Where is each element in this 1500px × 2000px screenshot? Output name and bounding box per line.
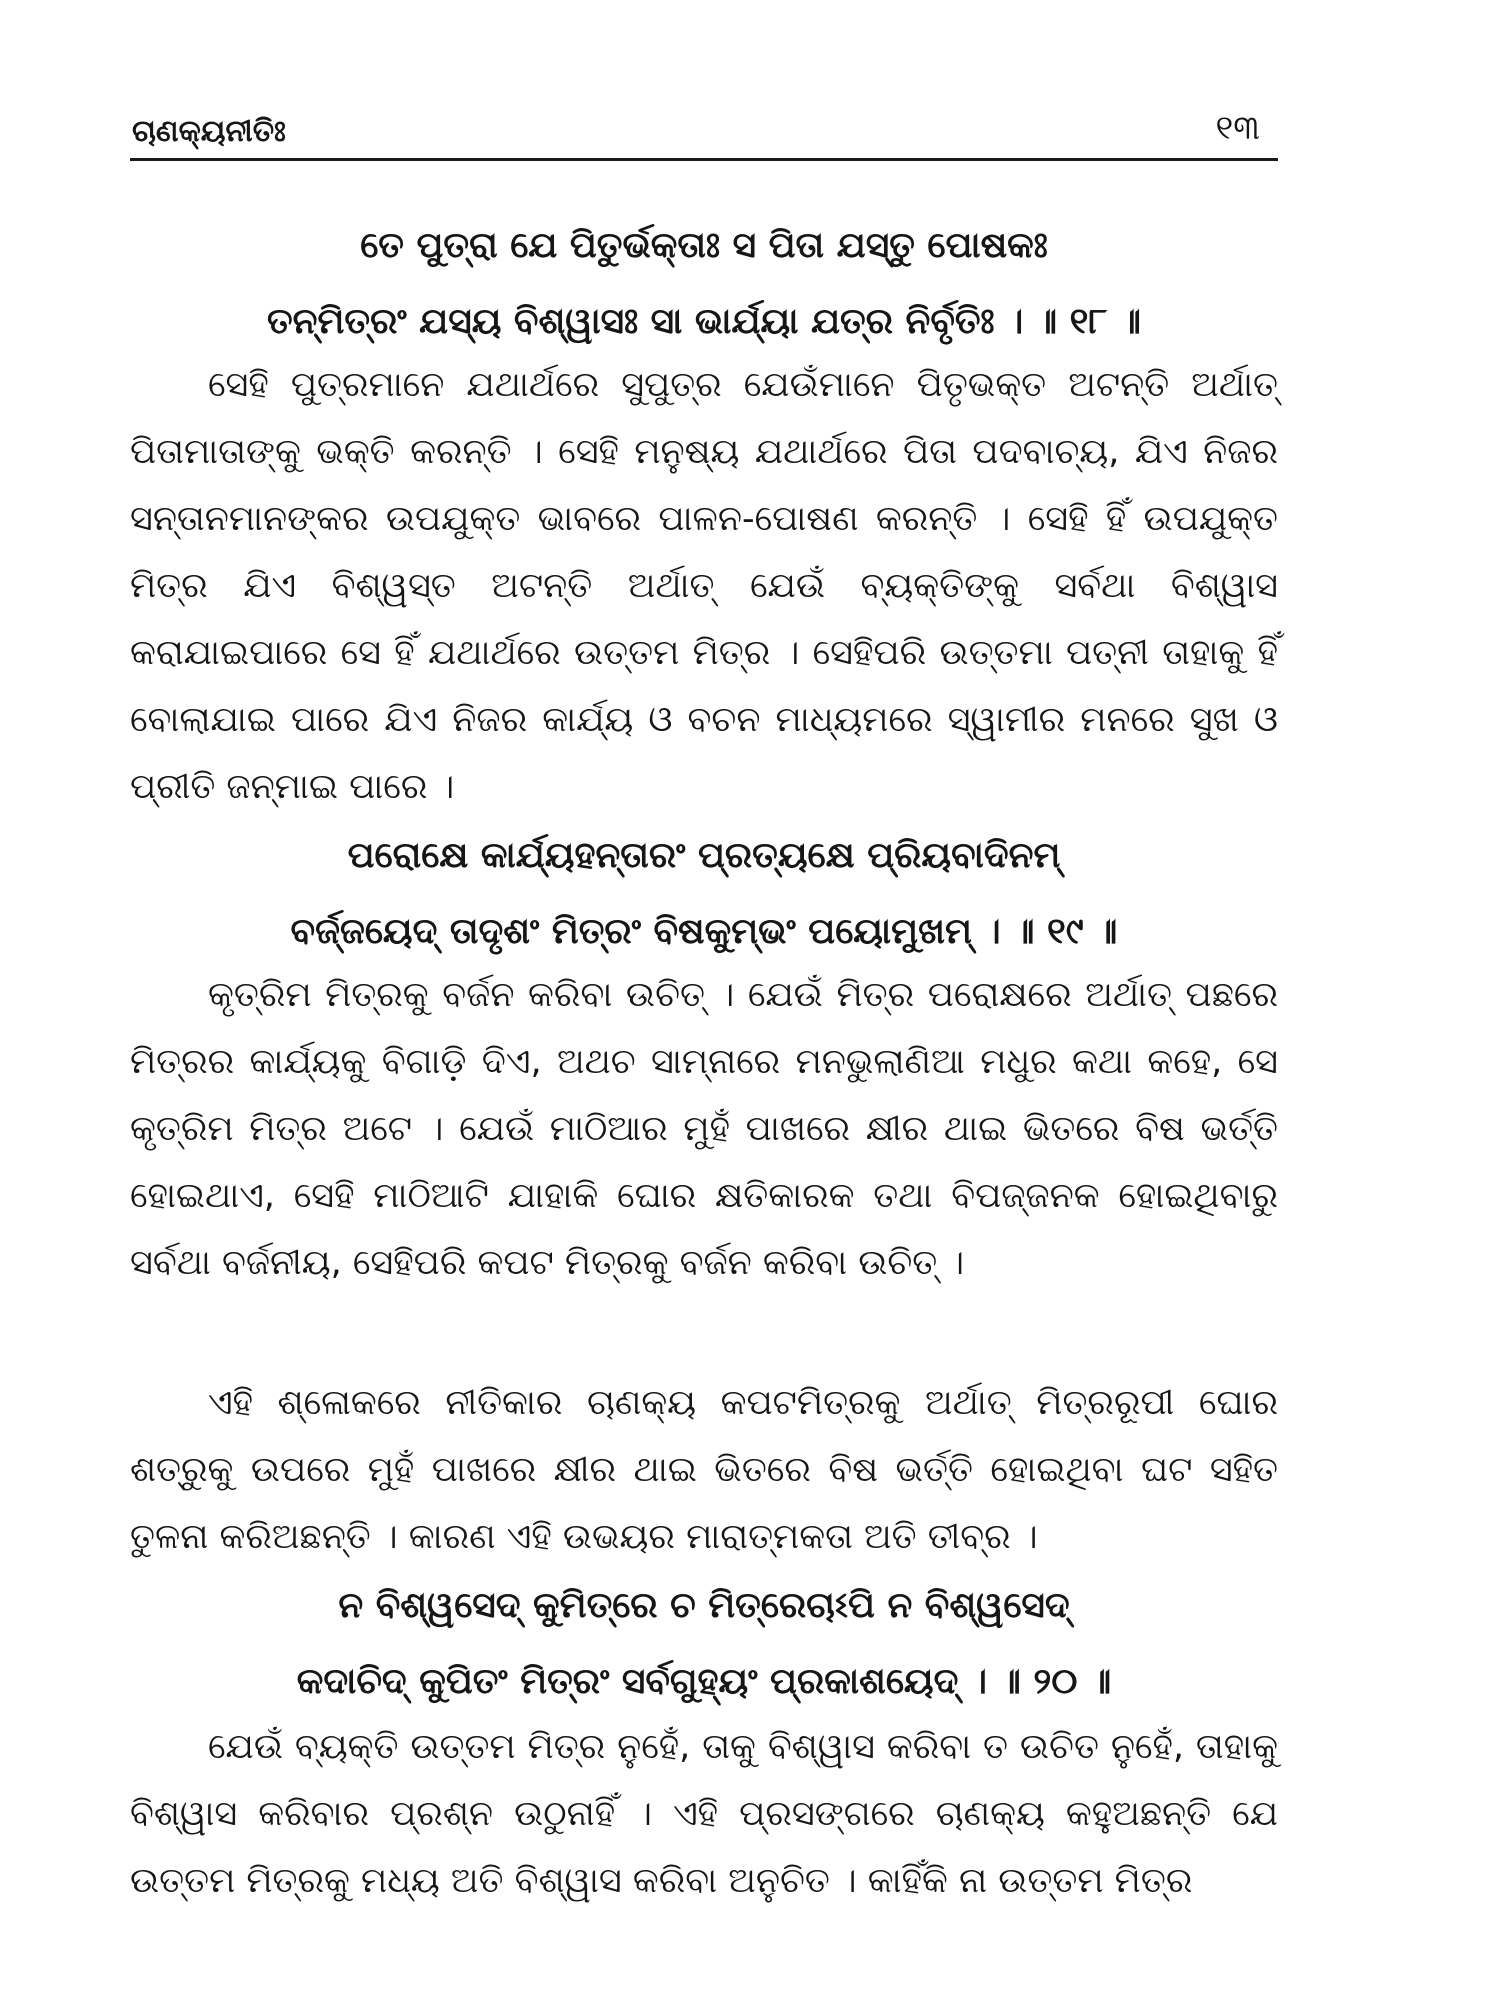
verse-18-line-2: ତନ୍ମିତ୍ରଂ ଯସ୍ୟ ବିଶ୍ୱାସଃ ସା ଭାର୍ଯ୍ୟା ଯତ୍ର ନିର୍ବୃତିଃ । ॥ ୧୮ ॥: [267, 301, 1141, 342]
verse-20-line-2: କଦାଚିଦ୍ କୁପିତଂ ମିତ୍ରଂ ସର୍ବଗୁହ୍ୟଂ ପ୍ରକାଶୟେଦ୍ । ॥ ୨୦ ॥: [296, 1661, 1112, 1702]
verse-20-line-1: ନ ବିଶ୍ୱସେଦ୍ କୁମିତ୍ରେ ଚ ମିତ୍ରେଚାଽପି ନ ବିଶ୍ୱସେଦ୍: [338, 1585, 1070, 1626]
verse-18: [130, 208, 1278, 360]
running-header: [130, 108, 1278, 156]
commentary-18: ସେହି ପୁତ୍ରମାନେ ଯଥାର୍ଥରେ ସୁପୁତ୍ର ଯେଉଁମାନେ ପିତୃଭକ୍ତ ଅଟନ୍ତି ଅର୍ଥାତ୍ ପିତାମାତାଙ୍କୁ ଭକ୍ତି କରନ୍ତି । ସେହି ମନୁଷ୍ୟ ଯଥାର୍ଥରେ ପିତା ପଦବାଚ୍ୟ, ଯିଏ ନିଜର ସନ୍ତାନମାନଙ୍କର ଉପଯୁକ୍ତ ଭାବରେ ପାଳନ-ପୋଷଣ କରନ୍ତି । ସେହି ହିଁ ଉପଯୁକ୍ତ ମିତ୍ର ଯିଏ ବିଶ୍ୱସ୍ତ ଅଟନ୍ତି ଅର୍ଥାତ୍ ଯେଉଁ ବ୍ୟକ୍ତିଙ୍କୁ ସର୍ବଥା ବିଶ୍ୱାସ କରାଯାଇପାରେ ସେ ହିଁ ଯଥାର୍ଥରେ ଉତ୍ତମ ମିତ୍ର । ସେହିପରି ଉତ୍ତମା ପତ୍ନୀ ତାହାକୁ ହିଁ ବୋଲାଯାଇ ପାରେ ଯିଏ ନିଜର କାର୍ଯ୍ୟ ଓ ବଚନ ମାଧ୍ୟମରେ ସ୍ୱାମୀର ମନରେ ସୁଖ ଓ ପ୍ରୀତି ଜନ୍ମାଇ ପାରେ ।: [130, 365, 1278, 807]
verse-19-line-1: ପରୋକ୍ଷେ କାର୍ଯ୍ୟହନ୍ତାରଂ ପ୍ରତ୍ୟକ୍ଷେ ପ୍ରିୟବାଦିନମ୍: [347, 835, 1061, 876]
commentary-19a: କୃତ୍ରିମ ମିତ୍ରକୁ ବର୍ଜନ କରିବା ଉଚିତ୍ । ଯେଉଁ ମିତ୍ର ପରୋକ୍ଷରେ ଅର୍ଥାତ୍ ପଛରେ ମିତ୍ରର କାର୍ଯ୍ୟକୁ ବିଗାଡ଼ି ଦିଏ, ଅଥଚ ସାମ୍ନାରେ ମନଭୁଲାଣିଆ ମଧୁର କଥା କହେ, ସେ କୃତ୍ରିମ ମିତ୍ର ଅଟେ । ଯେଉଁ ମାଠିଆର ମୁହଁ ପାଖରେ କ୍ଷୀର ଥାଇ ଭିତରେ ବିଷ ଭର୍ତ୍ତି ହୋଇଥାଏ, ସେହି ମାଠିଆଟି ଯାହାକି ଘୋର କ୍ଷତିକାରକ ତଥା ବିପଜ୍ଜନକ ହୋଇଥିବାରୁ ସର୍ବଥା ବର୍ଜନୀୟ, ସେହିପରି କପଟ ମିତ୍ରକୁ ବର୍ଜନ କରିବା ଉଚିତ୍ ।: [130, 975, 1278, 1283]
header-rule: [130, 158, 1278, 161]
page-number: ୧୩: [1215, 108, 1260, 148]
commentary-20: ଯେଉଁ ବ୍ୟକ୍ତି ଉତ୍ତମ ମିତ୍ର ନୁହେଁ, ତାକୁ ବିଶ୍ୱାସ କରିବା ତ ଉଚିତ ନୁହେଁ, ତାହାକୁ ବିଶ୍ୱାସ କରିବାର ପ୍ରଶ୍ନ ଉଠୁନାହିଁ । ଏହି ପ୍ରସଙ୍ଗରେ ଚାଣକ୍ୟ କହୁଅଛନ୍ତି ଯେ ଉତ୍ତମ ମିତ୍ରକୁ ମଧ୍ୟ ଅତି ବିଶ୍ୱାସ କରିବା ଅନୁଚିତ । କାହିଁକି ନା ଉତ୍ତମ ମିତ୍ର: [130, 1727, 1278, 1901]
verse-19-line-2: ବର୍ଜ୍ଜୟେଦ୍ ତାଦୃଶଂ ମିତ୍ରଂ ବିଷକୁମ୍ଭଂ ପୟୋମୁଖମ୍ । ॥ ୧୯ ॥: [290, 911, 1118, 952]
verse-18-line-1: ତେ ପୁତ୍ରା ଯେ ପିତୁର୍ଭକ୍ତାଃ ସ ପିତା ଯସ୍ତୁ ପୋଷକଃ: [360, 225, 1048, 266]
verse-20: [130, 1568, 1278, 1720]
book-title: ଚାଣକ୍ୟନୀତିଃ: [132, 114, 286, 149]
verse-19: [130, 818, 1278, 970]
commentary-19b: ଏହି ଶ୍ଳୋକରେ ନୀତିକାର ଚାଣକ୍ୟ କପଟମିତ୍ରକୁ ଅର୍ଥାତ୍ ମିତ୍ରରୂପୀ ଘୋର ଶତ୍ରୁକୁ ଉପରେ ମୁହଁ ପାଖରେ କ୍ଷୀର ଥାଇ ଭିତରେ ବିଷ ଭର୍ତ୍ତି ହୋଇଥିବା ଘଟ ସହିତ ତୁଳନା କରିଅଛନ୍ତି । କାରଣ ଏହି ଉଭୟର ମାରାତ୍ମକତା ଅତି ତୀବ୍ର ।: [130, 1383, 1278, 1557]
